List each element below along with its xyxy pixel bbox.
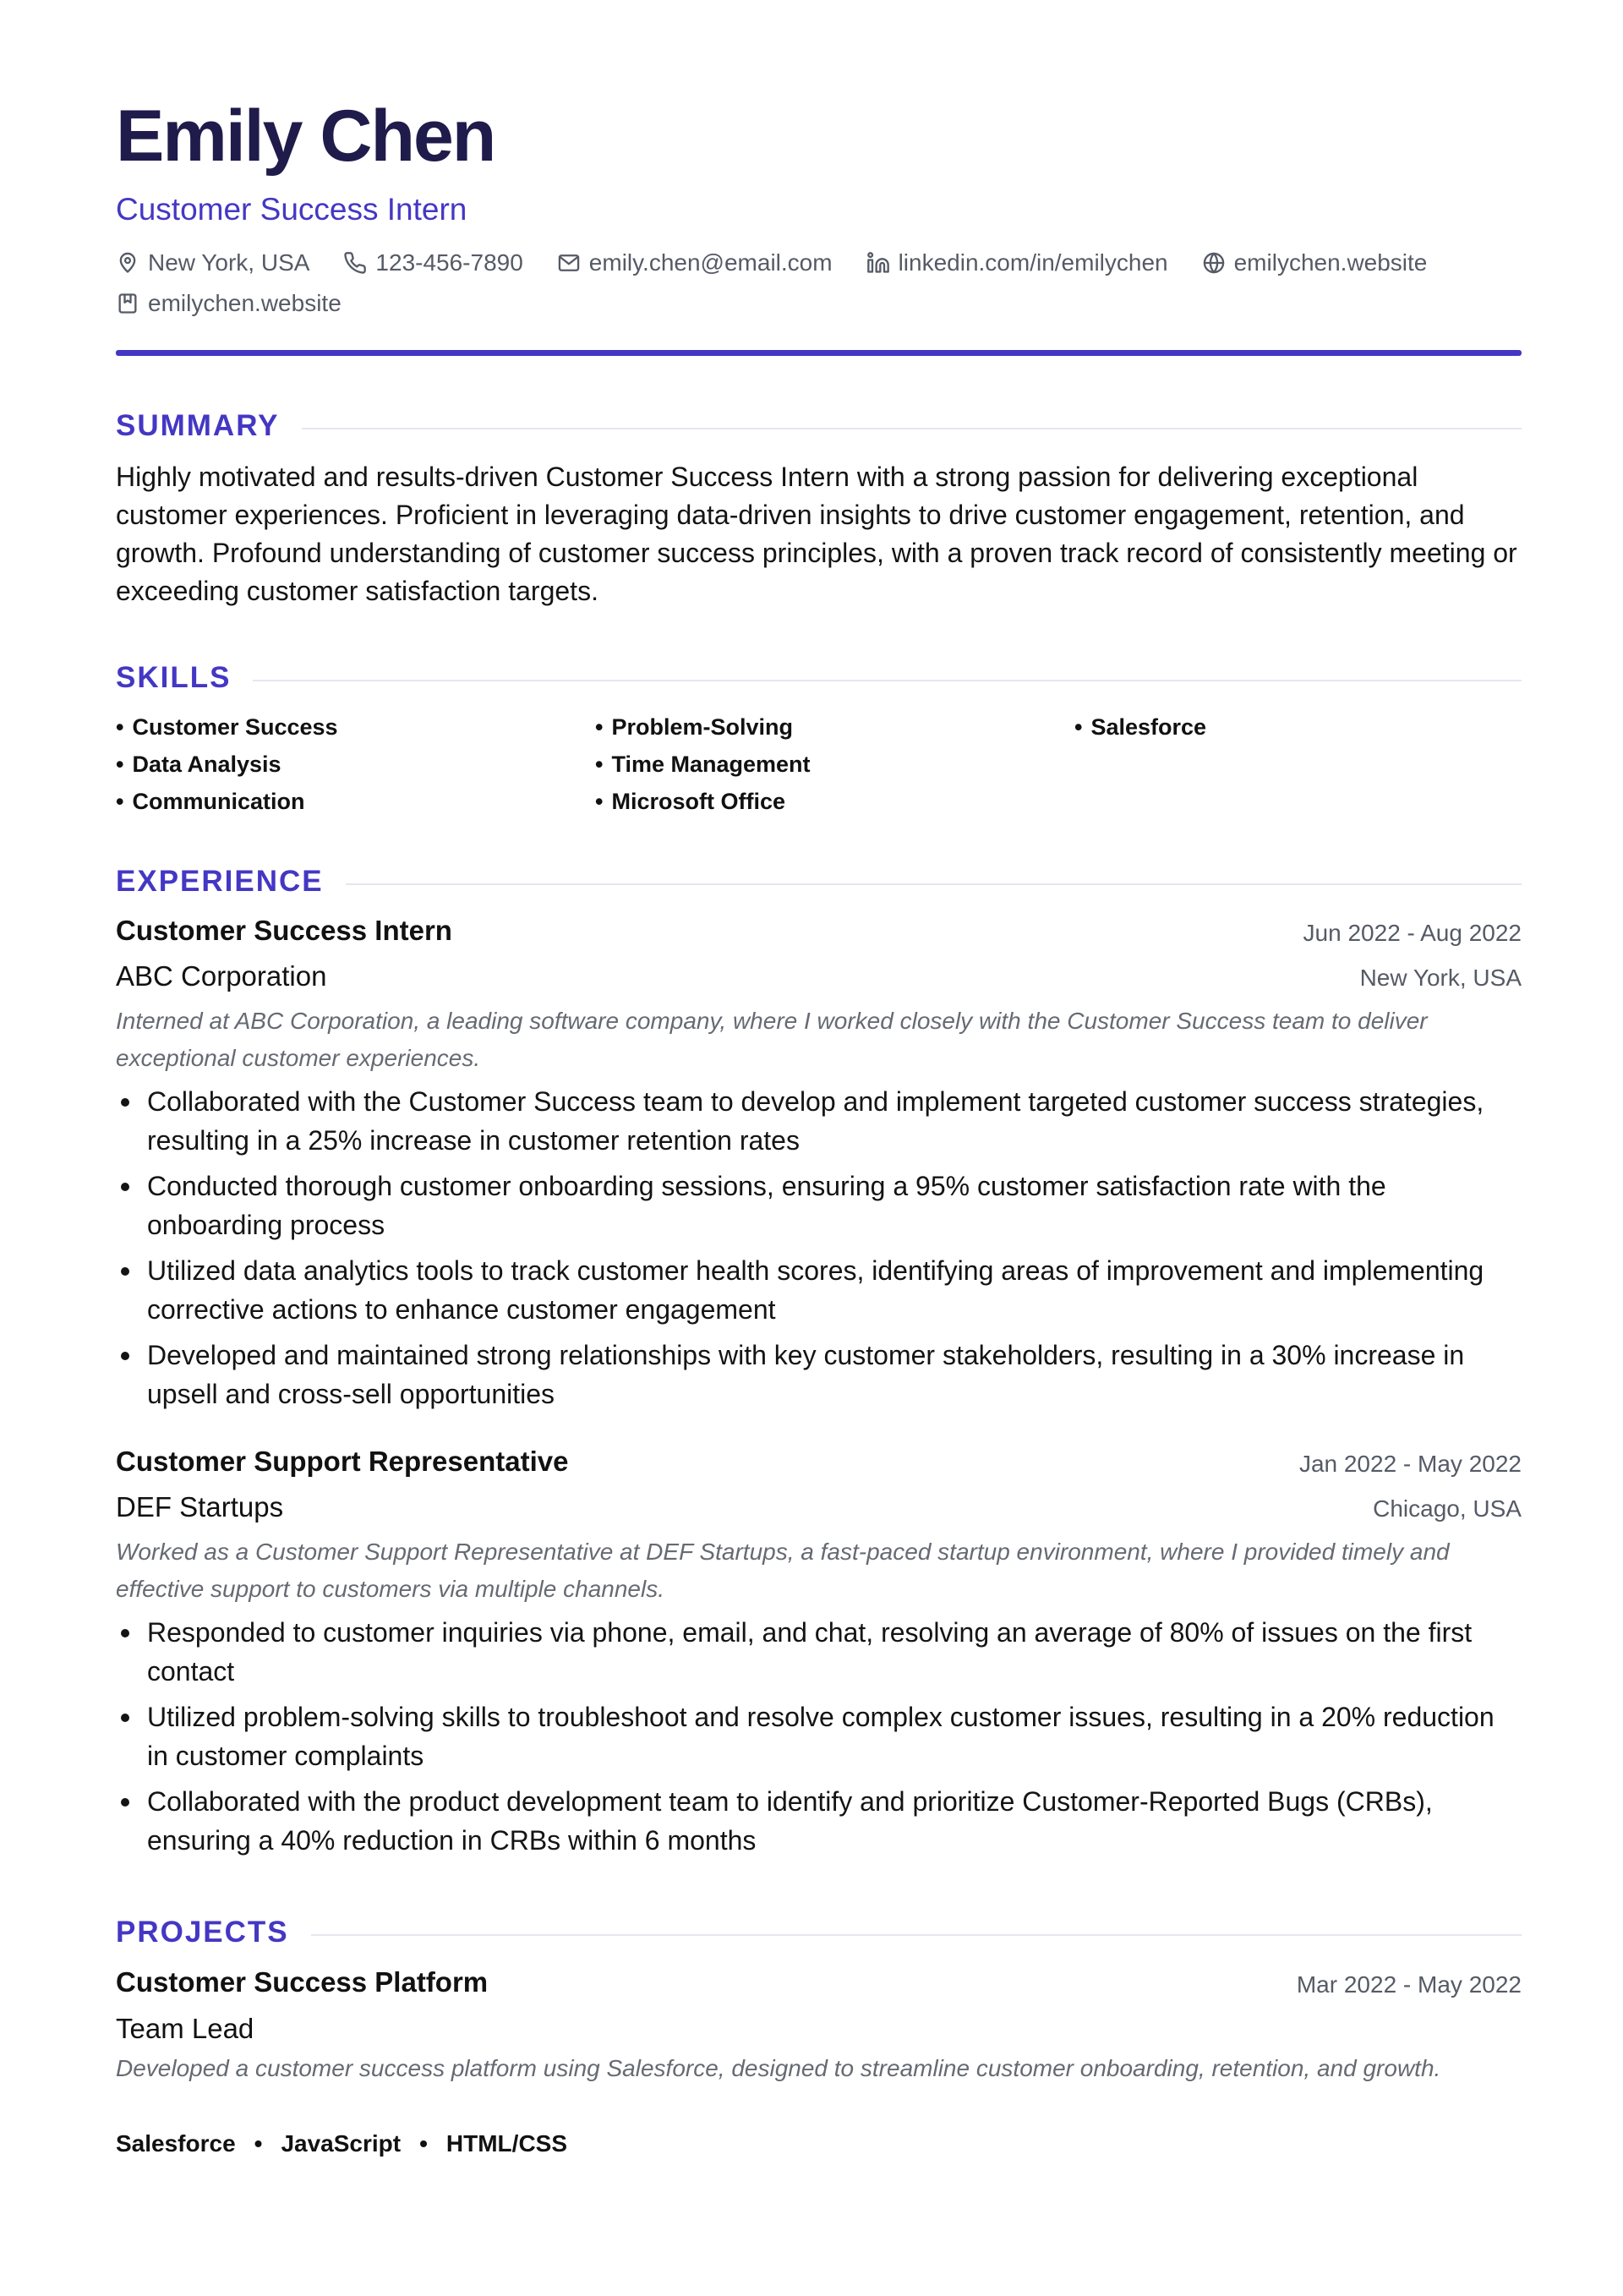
contact-linkedin-text: linkedin.com/in/emilychen	[898, 249, 1168, 276]
job-description: Worked as a Customer Support Representative at DEF Startups, a fast-paced startup environment, where I provided timely and effective support to customers via multiple channels.	[116, 1539, 1450, 1602]
skill-item: • Communication	[116, 783, 338, 820]
mail-icon	[557, 251, 581, 275]
project-dates: Mar 2022 - May 2022	[1296, 1971, 1522, 1998]
section-divider	[311, 1934, 1522, 1936]
job-dates: Jun 2022 - Aug 2022	[1303, 920, 1522, 946]
summary-text: Highly motivated and results-driven Customer Success Intern with a strong passion for delivering exceptional customer experiences. Proficient in leveraging data-driven insights to drive customer engagement, retention, and growth. Profound understanding of customer success principles, with a proven track record of consistently meeting or exceeding customer satisfaction targets.	[116, 462, 1517, 606]
skills-column-3	[1074, 708, 1206, 746]
map-pin-icon	[116, 251, 139, 275]
skills-section-header	[116, 663, 1522, 692]
skills-heading: SKILLS	[116, 661, 232, 694]
section-divider	[253, 680, 1522, 681]
summary-heading: SUMMARY	[116, 409, 280, 442]
project-technologies	[116, 2130, 567, 2157]
skill-item: • Time Management	[595, 746, 811, 783]
contact-email[interactable]	[557, 249, 833, 277]
job-location: Chicago, USA	[1373, 1495, 1522, 1522]
contact-phone[interactable]	[343, 249, 522, 277]
contact-portfolio-text: emilychen.website	[148, 290, 342, 316]
job-title: Customer Success Intern	[116, 915, 452, 946]
job-bullet: Responded to customer inquiries via phone, email, and chat, resolving an average of 80% of issues on the first contact	[116, 1613, 1522, 1691]
job-bullet: Utilized data analytics tools to track customer health scores, identifying areas of improvement and implementing corrective actions to enhance customer engagement	[116, 1251, 1522, 1329]
experience-section-header	[116, 866, 1522, 896]
skills-column-2	[595, 708, 811, 820]
technology-tag: Salesforce	[116, 2130, 236, 2157]
job-bullet: Utilized problem-solving skills to troubleshoot and resolve complex customer issues, resulting in a 20% reduction in customer complaints	[116, 1697, 1522, 1775]
separator-dot: •	[419, 2130, 428, 2157]
contact-phone-text: 123-456-7890	[375, 249, 523, 276]
skill-item: • Microsoft Office	[595, 783, 811, 820]
bookmark-icon	[116, 292, 139, 315]
job-bullet: Collaborated with the product development team to identify and prioritize Customer-Reported Bugs (CRBs), ensuring a 40% reduction in CRBs within 6 months	[116, 1782, 1522, 1860]
summary-section-header	[116, 411, 1522, 440]
job-bullets	[116, 1082, 1522, 1420]
job-dates: Jan 2022 - May 2022	[1298, 1451, 1522, 1477]
contact-location-text: New York, USA	[148, 249, 310, 276]
phone-icon	[343, 251, 367, 275]
linkedin-icon	[866, 251, 890, 275]
job-company: ABC Corporation	[116, 960, 327, 992]
technology-tag: JavaScript	[281, 2130, 402, 2157]
contact-email-text: emily.chen@email.com	[588, 249, 833, 276]
job-description: Interned at ABC Corporation, a leading software company, where I worked closely with the Customer Success team to deliver exceptional customer experiences.	[116, 1008, 1428, 1071]
job-bullet: Developed and maintained strong relationships with key customer stakeholders, resulting in a 30% increase in upsell and cross-sell opportunities	[116, 1336, 1522, 1413]
skill-item: • Data Analysis	[116, 746, 338, 783]
projects-section-header	[116, 1917, 1522, 1947]
contact-location	[116, 249, 309, 277]
contact-website-text: emilychen.website	[1233, 249, 1428, 276]
contact-list	[116, 249, 1522, 318]
project-title: Customer Success Platform	[116, 1966, 489, 1998]
globe-icon	[1202, 251, 1226, 275]
section-divider	[346, 883, 1522, 885]
job-bullet: Collaborated with the Customer Success team to develop and implement targeted customer success strategies, resulting in a 25% increase in customer retention rates	[116, 1082, 1522, 1160]
contact-linkedin[interactable]	[866, 249, 1168, 277]
project-role: Team Lead	[116, 2013, 254, 2044]
job-location: New York, USA	[1359, 965, 1522, 991]
job-bullet: Conducted thorough customer onboarding sessions, ensuring a 95% customer satisfaction rate with the onboarding process	[116, 1167, 1522, 1244]
skill-item: • Customer Success	[116, 708, 338, 746]
job-company: DEF Startups	[116, 1491, 284, 1522]
job-bullets	[116, 1613, 1522, 1867]
project-description: Developed a customer success platform using Salesforce, designed to streamline customer onboarding, retention, and growth.	[116, 2055, 1441, 2081]
skill-item: • Salesforce	[1074, 708, 1206, 746]
skill-item: • Problem-Solving	[595, 708, 811, 746]
separator-dot: •	[254, 2130, 263, 2157]
header-divider	[116, 350, 1522, 356]
candidate-title: Customer Success Intern	[116, 192, 467, 227]
candidate-name: Emily Chen	[116, 96, 495, 177]
section-divider	[302, 428, 1522, 429]
job-title: Customer Support Representative	[116, 1446, 569, 1477]
contact-portfolio[interactable]	[116, 289, 342, 318]
technology-tag: HTML/CSS	[445, 2130, 568, 2157]
experience-heading: EXPERIENCE	[116, 865, 324, 898]
projects-heading: PROJECTS	[116, 1916, 289, 1949]
contact-website[interactable]	[1202, 249, 1428, 277]
skills-column-1	[116, 708, 338, 820]
